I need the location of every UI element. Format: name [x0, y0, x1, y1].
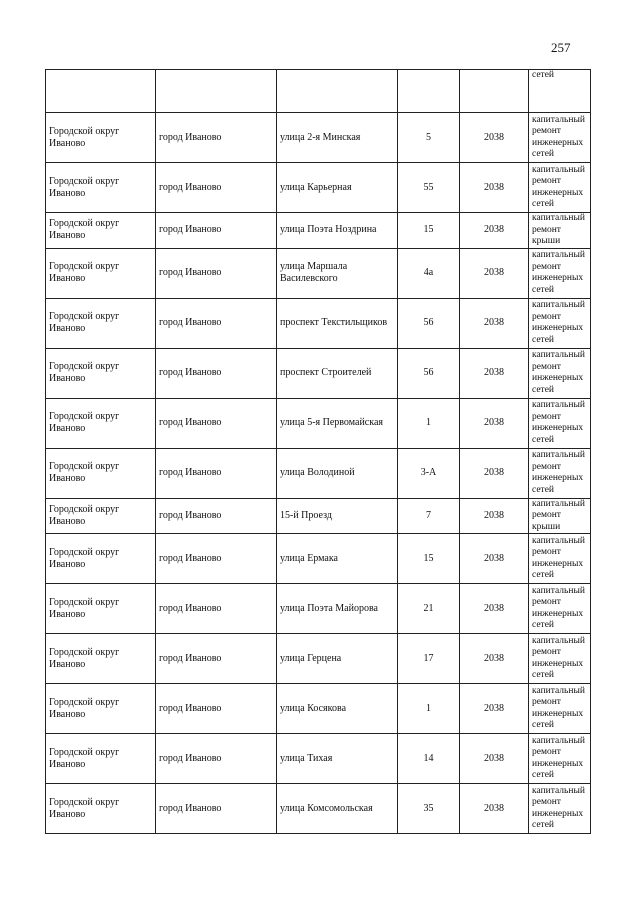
page-number: 257: [551, 40, 571, 55]
cell-house: 3-А: [398, 448, 460, 498]
cell-work: капитальный ремонт инженерных сетей: [529, 734, 591, 784]
cell-year: 2038: [460, 248, 529, 298]
cell-year: [460, 70, 529, 113]
cell-street: улица Карьерная: [277, 163, 398, 213]
cell-work: капитальный ремонт инженерных сетей: [529, 634, 591, 684]
cell-work: капитальный ремонт инженерных сетей: [529, 398, 591, 448]
table-row: [46, 348, 591, 398]
table-row: [46, 584, 591, 634]
table-row: [46, 248, 591, 298]
cell-city: город Иваново: [156, 298, 277, 348]
cell-city: город Иваново: [156, 684, 277, 734]
cell-year: 2038: [460, 534, 529, 584]
cell-city: город Иваново: [156, 348, 277, 398]
cell-city: город Иваново: [156, 448, 277, 498]
cell-work: капитальный ремонт крыши: [529, 498, 591, 534]
cell-year: 2038: [460, 584, 529, 634]
cell-work: капитальный ремонт инженерных сетей: [529, 534, 591, 584]
table-row-continuation: [46, 70, 591, 113]
repair-register-table: [45, 69, 591, 834]
cell-house: 35: [398, 784, 460, 834]
cell-work: капитальный ремонт инженерных сетей: [529, 113, 591, 163]
cell-city: город Иваново: [156, 534, 277, 584]
cell-house: 56: [398, 348, 460, 398]
cell-year: 2038: [460, 213, 529, 249]
cell-okrug: Городской округ Иваново: [46, 634, 156, 684]
cell-street: улица Комсомольская: [277, 784, 398, 834]
cell-okrug: Городской округ Иваново: [46, 448, 156, 498]
cell-house: 1: [398, 398, 460, 448]
cell-work: капитальный ремонт инженерных сетей: [529, 784, 591, 834]
cell-work: капитальный ремонт инженерных сетей: [529, 163, 591, 213]
cell-okrug: Городской округ Иваново: [46, 213, 156, 249]
cell-year: 2038: [460, 298, 529, 348]
cell-house: 55: [398, 163, 460, 213]
cell-city: город Иваново: [156, 213, 277, 249]
cell-year: 2038: [460, 163, 529, 213]
cell-year: 2038: [460, 448, 529, 498]
table-row: [46, 534, 591, 584]
cell-city: город Иваново: [156, 248, 277, 298]
cell-house: 21: [398, 584, 460, 634]
cell-house: 15: [398, 213, 460, 249]
table-row: [46, 784, 591, 834]
cell-house: 17: [398, 634, 460, 684]
table-row: [46, 213, 591, 249]
cell-street: 15-й Проезд: [277, 498, 398, 534]
cell-work: капитальный ремонт инженерных сетей: [529, 448, 591, 498]
cell-okrug: Городской округ Иваново: [46, 248, 156, 298]
cell-city: [156, 70, 277, 113]
cell-street: улица Володиной: [277, 448, 398, 498]
cell-work: капитальный ремонт инженерных сетей: [529, 298, 591, 348]
cell-year: 2038: [460, 398, 529, 448]
cell-street: улица Тихая: [277, 734, 398, 784]
cell-street: улица Поэта Ноздрина: [277, 213, 398, 249]
cell-okrug: Городской округ Иваново: [46, 534, 156, 584]
cell-okrug: Городской округ Иваново: [46, 584, 156, 634]
table-row: [46, 498, 591, 534]
cell-house: 14: [398, 734, 460, 784]
cell-okrug: Городской округ Иваново: [46, 348, 156, 398]
cell-city: город Иваново: [156, 163, 277, 213]
cell-house: 5: [398, 113, 460, 163]
cell-city: город Иваново: [156, 498, 277, 534]
cell-okrug: Городской округ Иваново: [46, 398, 156, 448]
cell-street: улица Герцена: [277, 634, 398, 684]
cell-work: капитальный ремонт инженерных сетей: [529, 584, 591, 634]
cell-work: капитальный ремонт крыши: [529, 213, 591, 249]
cell-house: 7: [398, 498, 460, 534]
cell-city: город Иваново: [156, 784, 277, 834]
cell-street: проспект Строителей: [277, 348, 398, 398]
cell-street: [277, 70, 398, 113]
cell-street: улица 5-я Первомайская: [277, 398, 398, 448]
cell-year: 2038: [460, 634, 529, 684]
cell-okrug: Городской округ Иваново: [46, 684, 156, 734]
cell-street: улица Поэта Майорова: [277, 584, 398, 634]
cell-year: 2038: [460, 113, 529, 163]
cell-street: улица Косякова: [277, 684, 398, 734]
table-row: [46, 298, 591, 348]
cell-work: капитальный ремонт инженерных сетей: [529, 248, 591, 298]
cell-year: 2038: [460, 498, 529, 534]
cell-work: сетей: [529, 70, 591, 113]
cell-year: 2038: [460, 784, 529, 834]
cell-city: город Иваново: [156, 584, 277, 634]
cell-city: город Иваново: [156, 734, 277, 784]
cell-work: капитальный ремонт инженерных сетей: [529, 348, 591, 398]
table-row: [46, 684, 591, 734]
cell-year: 2038: [460, 348, 529, 398]
cell-okrug: Городской округ Иваново: [46, 298, 156, 348]
cell-year: 2038: [460, 734, 529, 784]
cell-okrug: Городской округ Иваново: [46, 784, 156, 834]
cell-house: 1: [398, 684, 460, 734]
cell-okrug: Городской округ Иваново: [46, 498, 156, 534]
cell-house: 15: [398, 534, 460, 584]
cell-okrug: Городской округ Иваново: [46, 734, 156, 784]
table-row: [46, 113, 591, 163]
cell-city: город Иваново: [156, 398, 277, 448]
cell-city: город Иваново: [156, 113, 277, 163]
cell-house: [398, 70, 460, 113]
table-row: [46, 163, 591, 213]
cell-street: улица Маршала Василевского: [277, 248, 398, 298]
cell-okrug: Городской округ Иваново: [46, 113, 156, 163]
cell-street: улица Ермака: [277, 534, 398, 584]
cell-work: капитальный ремонт инженерных сетей: [529, 684, 591, 734]
table-row: [46, 734, 591, 784]
table-body: [46, 70, 591, 834]
cell-okrug: [46, 70, 156, 113]
cell-street: проспект Текстильщиков: [277, 298, 398, 348]
table-row: [46, 398, 591, 448]
cell-okrug: Городской округ Иваново: [46, 163, 156, 213]
cell-house: 4а: [398, 248, 460, 298]
cell-year: 2038: [460, 684, 529, 734]
table-row: [46, 634, 591, 684]
cell-city: город Иваново: [156, 634, 277, 684]
cell-street: улица 2-я Минская: [277, 113, 398, 163]
table-row: [46, 448, 591, 498]
cell-house: 56: [398, 298, 460, 348]
